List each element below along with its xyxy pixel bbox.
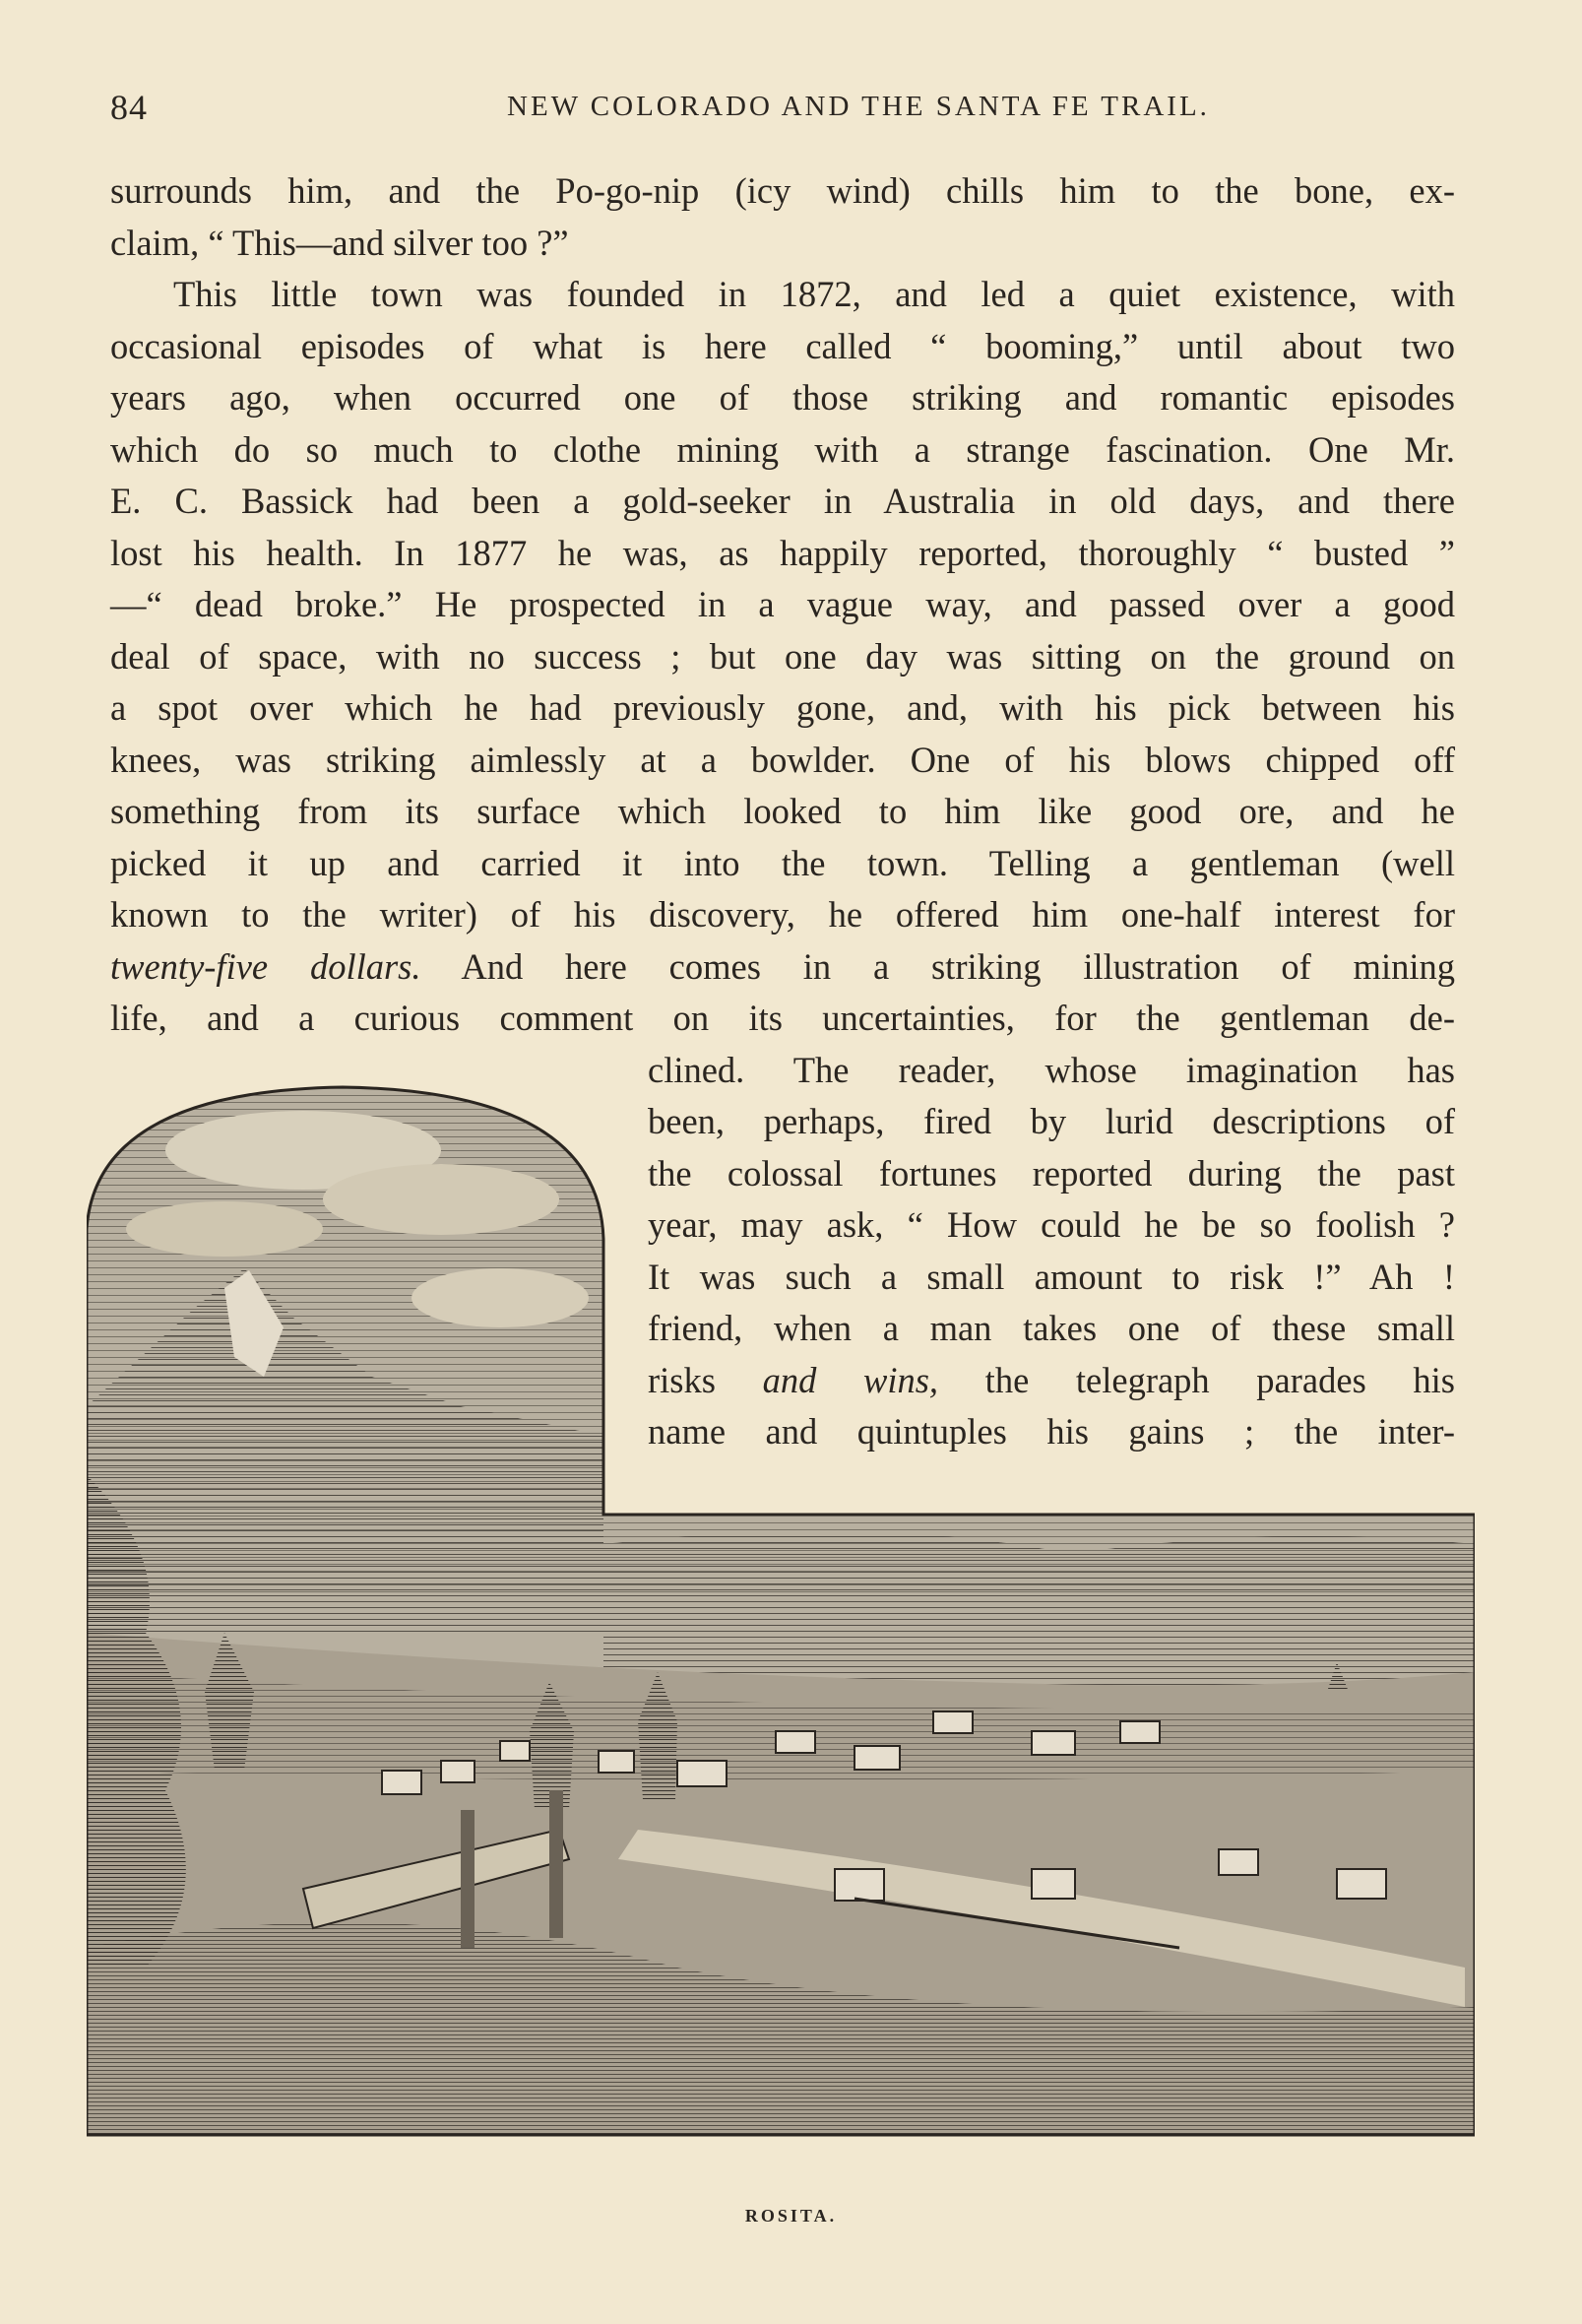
engraving-illustration <box>87 1081 1475 2182</box>
text-line: picked it up and carried it into the town. Telling a gentleman (well <box>110 842 1455 883</box>
text-line: name and quintuples his gains ; the inter- <box>648 1411 1455 1452</box>
text-line: —“ dead broke.” He prospected in a vague way, and passed over a good <box>110 584 1455 624</box>
italic-text: and wins, <box>762 1359 939 1400</box>
text-line: claim, “ This—and silver too ?” <box>110 222 569 263</box>
text-line: known to the writer) of his discovery, he offered him one-half interest for <box>110 894 1455 935</box>
text-line: It was such a small amount to risk !” Ah ! <box>648 1256 1455 1297</box>
text-line: deal of space, with no success ; but one day was sitting on the ground on <box>110 635 1455 677</box>
text-line: lost his health. In 1877 he was, as happily reported, thoroughly “ busted ” <box>110 532 1455 573</box>
text-line: year, may ask, “ How could he be so foolish ? <box>648 1204 1455 1245</box>
text-line: life, and a curious comment on its uncertainties, for the gentleman de- <box>110 998 1455 1038</box>
text-line: knees, was striking aimlessly at a bowlder. One of his blows chipped off <box>110 739 1455 780</box>
text-line: surrounds him, and the Po-go-nip (icy wind) chills him to the bone, ex- <box>110 170 1455 211</box>
page-number: 84 <box>110 88 148 127</box>
text-line: occasional episodes of what is here called “ booming,” until about two <box>110 325 1455 366</box>
text-run: the telegraph parades his <box>938 1359 1455 1400</box>
text-line: clined. The reader, whose imagination has <box>648 1049 1455 1090</box>
text-line: a spot over which he had previously gone, and, with his pick between his <box>110 687 1455 728</box>
running-head <box>110 87 1449 136</box>
text-line: the colossal fortunes reported during the past <box>648 1152 1455 1194</box>
text-line: years ago, when occurred one of those striking and romantic episodes <box>110 377 1455 418</box>
text-line: This little town was founded in 1872, and led a quiet existence, with <box>173 274 1455 314</box>
italic-text: twenty-five dollars. <box>110 945 421 987</box>
text-line: been, perhaps, fired by lurid descriptions of <box>648 1101 1455 1141</box>
illustration-caption: ROSITA. <box>744 2206 838 2226</box>
text-line: something from its surface which looked to him like good ore, and he <box>110 791 1455 831</box>
text-run: risks <box>648 1359 763 1400</box>
text-line <box>110 941 1455 994</box>
engraving-landscape <box>87 1081 1475 2182</box>
running-title: NEW COLORADO AND THE SANTA FE TRAIL. <box>507 91 1210 122</box>
text-line: E. C. Bassick had been a gold-seeker in Australia in old days, and there <box>110 481 1455 521</box>
text-run: And here comes in a striking illustration of mining <box>420 945 1455 987</box>
text-line: friend, when a man takes one of these small <box>648 1308 1455 1348</box>
text-line: which do so much to clothe mining with a strange fascination. One Mr. <box>110 428 1455 470</box>
